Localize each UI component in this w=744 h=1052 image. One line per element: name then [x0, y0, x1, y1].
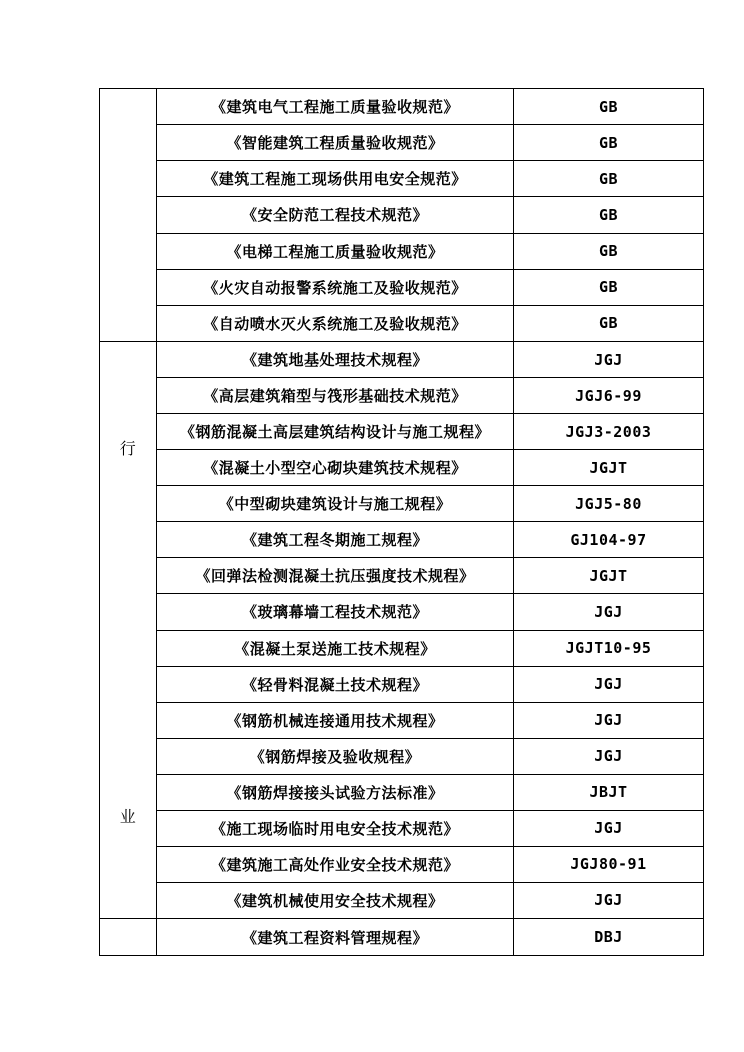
- table-row: [100, 738, 704, 774]
- standard-title: 《玻璃幕墙工程技术规范》: [157, 594, 514, 630]
- table-row: [100, 125, 704, 161]
- standard-code: GB: [514, 305, 704, 341]
- standard-title: 《混凝土泵送施工技术规程》: [157, 630, 514, 666]
- standard-code: JGJ: [514, 342, 704, 378]
- category-cell: [100, 342, 157, 919]
- table-row: [100, 846, 704, 882]
- standard-code: JGJ3-2003: [514, 414, 704, 450]
- standard-code: JGJ: [514, 882, 704, 918]
- table-row: [100, 305, 704, 341]
- table-row: [100, 197, 704, 233]
- standard-code: JGJ: [514, 666, 704, 702]
- standard-title: 《自动喷水灭火系统施工及验收规范》: [157, 305, 514, 341]
- table-row: [100, 882, 704, 918]
- category-cell: [100, 919, 157, 956]
- standard-title: 《建筑施工高处作业安全技术规范》: [157, 846, 514, 882]
- table-row: [100, 522, 704, 558]
- standard-code: JGJ80-91: [514, 846, 704, 882]
- table-row: [100, 919, 704, 956]
- standard-code: JGJ: [514, 594, 704, 630]
- standard-title: 《电梯工程施工质量验收规范》: [157, 233, 514, 269]
- standard-title: 《钢筋焊接及验收规程》: [157, 738, 514, 774]
- table-row: [100, 702, 704, 738]
- standard-code: JBJT: [514, 774, 704, 810]
- table-row: [100, 161, 704, 197]
- standard-title: 《回弹法检测混凝土抗压强度技术规程》: [157, 558, 514, 594]
- standard-code: DBJ: [514, 919, 704, 956]
- standard-code: JGJ5-80: [514, 486, 704, 522]
- standard-code: JGJ: [514, 702, 704, 738]
- standard-code: JGJ: [514, 738, 704, 774]
- category-cell: [100, 89, 157, 342]
- table-row: [100, 666, 704, 702]
- standard-title: 《钢筋混凝土高层建筑结构设计与施工规程》: [157, 414, 514, 450]
- standard-code: JGJ: [514, 810, 704, 846]
- table-row: [100, 630, 704, 666]
- standard-title: 《火灾自动报警系统施工及验收规范》: [157, 269, 514, 305]
- standard-title: 《建筑工程资料管理规程》: [157, 919, 514, 956]
- table-row: [100, 774, 704, 810]
- standard-title: 《建筑机械使用安全技术规程》: [157, 882, 514, 918]
- table-row: [100, 378, 704, 414]
- table-row: [100, 450, 704, 486]
- standard-code: GB: [514, 233, 704, 269]
- standard-title: 《轻骨料混凝土技术规程》: [157, 666, 514, 702]
- table-row: [100, 486, 704, 522]
- standard-code: JGJT: [514, 450, 704, 486]
- table-row: [100, 414, 704, 450]
- standard-title: 《高层建筑箱型与筏形基础技术规范》: [157, 378, 514, 414]
- standard-code: GB: [514, 89, 704, 125]
- standard-code: GJ104-97: [514, 522, 704, 558]
- table-row: [100, 89, 704, 125]
- standard-title: 《建筑工程冬期施工规程》: [157, 522, 514, 558]
- table-row: [100, 558, 704, 594]
- standard-code: JGJ6-99: [514, 378, 704, 414]
- standard-title: 《智能建筑工程质量验收规范》: [157, 125, 514, 161]
- standard-code: JGJT: [514, 558, 704, 594]
- standard-title: 《施工现场临时用电安全技术规范》: [157, 810, 514, 846]
- standard-code: GB: [514, 269, 704, 305]
- standard-code: GB: [514, 197, 704, 233]
- standard-title: 《建筑地基处理技术规程》: [157, 342, 514, 378]
- standard-code: GB: [514, 161, 704, 197]
- table-row: [100, 269, 704, 305]
- category-label: 行: [119, 438, 137, 458]
- standard-title: 《钢筋机械连接通用技术规程》: [157, 702, 514, 738]
- standard-title: 《钢筋焊接接头试验方法标准》: [157, 774, 514, 810]
- table-row: [100, 810, 704, 846]
- table-row: [100, 342, 704, 378]
- standard-title: 《安全防范工程技术规范》: [157, 197, 514, 233]
- standard-title: 《建筑电气工程施工质量验收规范》: [157, 89, 514, 125]
- standard-code: GB: [514, 125, 704, 161]
- category-label: 业: [119, 807, 137, 827]
- standard-title: 《建筑工程施工现场供用电安全规范》: [157, 161, 514, 197]
- standard-title: 《中型砌块建筑设计与施工规程》: [157, 486, 514, 522]
- table-row: [100, 594, 704, 630]
- standard-title: 《混凝土小型空心砌块建筑技术规程》: [157, 450, 514, 486]
- standard-code: JGJT10-95: [514, 630, 704, 666]
- standards-table: [99, 88, 704, 956]
- table-row: [100, 233, 704, 269]
